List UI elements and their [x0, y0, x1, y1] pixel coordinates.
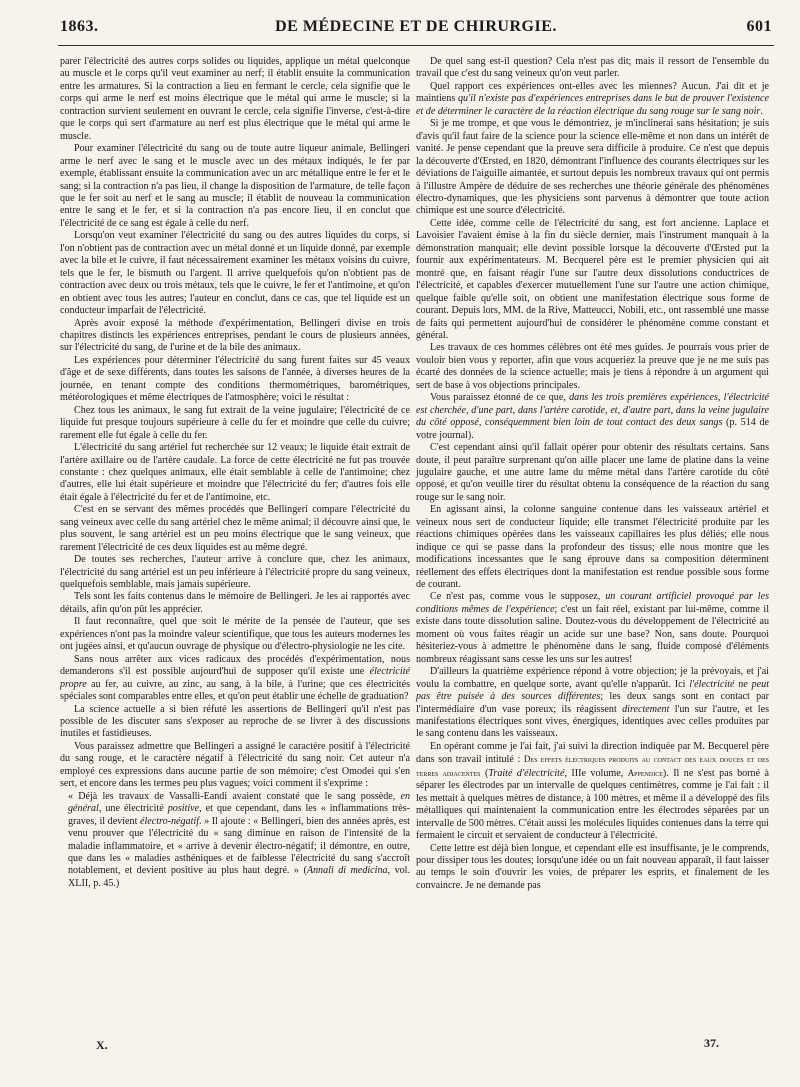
emphasis: électricité propre: [60, 666, 410, 690]
emphasis: directement: [622, 703, 670, 715]
paragraph: De quel sang est-il question? Cela n'est pas dit; mais il ressort de l'ensemble du travail que c'est du sang veineux qu'on veut parler.: [416, 56, 769, 80]
page-number: 601: [746, 18, 772, 35]
text-run: ; c'est un fait réel, existant par lui-même, comme il existe dans toute dissolution saline. Doutez-vous du développement de l'électricité au moment où vous faites réagir un acide sur une base? Non, sans doute. Pourquoi hésiteriez-vous à admettre le phénomène dans le sang, fluide composé d'éléments nombreux réagissant sans cesse les uns sur les autres!: [416, 603, 769, 665]
emphasis: en général: [68, 790, 410, 815]
text-run: au fer, au cuivre, au zinc, au sang, à la bile, à l'urine; que ces électricités spéciales sont comparables entre elles, et qu'on peut établir une échelle de graduation?: [60, 678, 410, 703]
text-run: En opérant comme je l'ai fait, j'ai suivi la direction indiquée par M. Becquerel père dans son travail intitulé :: [416, 740, 769, 766]
paragraph: [416, 741, 769, 843]
paragraph: [60, 654, 410, 704]
right-column: [416, 56, 769, 892]
emphasis: Annali di medicina: [306, 865, 388, 877]
text-run: Ce n'est pas, comme vous le supposez,: [430, 591, 606, 603]
paragraph: [416, 392, 769, 442]
paragraph: Cette lettre est déjà bien longue, et cependant elle est insuffisante, je le comprends, pour dissiper tous les doutes; lorsqu'une idée ou un fait nouveau apparaît, il faut laisser au temps le soin d'ouvrir les voies, de préparer les esprits, et finalement de les convaincre. Je ne demande pas: [416, 842, 769, 891]
paragraph: Vous paraissez admettre que Bellingeri a assigné le caractère positif à l'électricité du sang rouge, et le caractère négatif à l'électricité du sang noir. Cet auteur n'a employé ces expressions dans aucune partie de son mémoire; c'est Omodei qui s'en sert, et encore dans les termes peu plus vagues; voici comment il s'exprime :: [60, 740, 410, 790]
header-rule: [58, 45, 774, 46]
paragraph: C'est cependant ainsi qu'il fallait opérer pour obtenir des résultats certains. Sans doute, il peut paraître surprenant qu'on aille placer une lame de platine dans la veine jugulaire gauche, et une autre lame du même métal dans l'artère carotide du côté opposé, et qu'on veuille tirer du résultat obtenu la conséquence de la réaction du sang rouge sur le sang noir.: [416, 442, 769, 503]
signature-mark-left: X.: [96, 1038, 108, 1052]
paragraph: parer l'électricité des autres corps solides ou liquides, applique un métal quelconque au muscle et le corps qu'il veut examiner au nerf; il établit ensuite la communication entre les armatures. Si la contraction a lieu en fermant le cercle, cela signifie que le corps qui arme le nerf est moins électrique que le métal qui arme le muscle; si la contraction survient seulement en ouvrant le cercle, cela signifie l'inverse, c'est-à-dire que le corps qui sert d'armature au nerf est plus électrique que le métal qui arme le muscle.: [60, 56, 410, 142]
text-run: . » Il ajoute : « Bellingeri, bien des années après, est venu prouver que l'électricité du « sang diminue en raison de l'intensité de la maladie inflammatoire, et « arrive à devenir électro-négatif; il démontre, en outre, que dans les « maladies asthéniques et de faiblesse l'électricité du sang s'accroît notablement, et devient positive au plus haut degré. » (: [68, 815, 410, 877]
header-year: 1863.: [60, 18, 99, 35]
emphasis: qu'il n'existe pas d'expériences entreprises dans le but de prouver l'existence et de déterminer le caractère de la réaction électrique du sang rouge sur le sang noir: [416, 93, 769, 117]
text-run: l'un sur l'autre, et les manifestations électriques sont vives, énergiques, identiques avec celles produites par le sang contenu dans les vaisseaux.: [416, 703, 769, 740]
emphasis: conséquemment bien loin de tout contact des deux sangs: [485, 417, 723, 429]
small-caps-title: Des effets électriques produits au contact des eaux douces et des terres adjacentes: [416, 754, 769, 778]
paragraph: Si je me trompe, et que vous le démontriez, je m'inclinerai sans hésitation; je suis d'avis qu'il faut faire de la science pour la science elle-même et non dans un intérêt de vanité. Je pense cependant que la preuve sera difficile à produire. Ce n'est que depuis la découverte d'Œrsted, en 1820, démontrant l'influence des courants électriques sur les déviations de l'aiguille aimantée, et surtout depuis les nombreux travaux qui ont permis à l'illustre Ampère de déduire de ses recherches une théorie générale des phénomènes électro-dynamiques, que les physiciens sont parvenus à démontrer que toute action chimique est une source d'électricité.: [416, 118, 769, 217]
page-header: [60, 18, 772, 42]
paragraph: Il faut reconnaître, quel que soit le mérite de la pensée de l'auteur, que ses expériences n'ont pas la moindre valeur scientifique, que tous les auteurs modernes les ont jugées ainsi, et qu'aucun ouvrage de physique ou d'électro-physiologie ne les cite.: [60, 616, 410, 653]
header-title: DE MÉDECINE ET DE CHIRURGIE.: [275, 18, 557, 35]
text-run: ). Il ne s'est pas borné à séparer les électrodes par un intervalle de quelques centimètres, comme je l'ai fait : il les mettait à quelques mètres de distance, à 100 mètres, et même il a développé des fils métalliques qui maintenaient la communication entre les électrodes séparées par un intervalle de 500 mètres. C'était aussi les molécules liquides contenues dans la terre qui fermaient le circuit et servaient de conducteur à l'électricité.: [416, 767, 769, 842]
emphasis: l'électricité ne peut pas être puisée à des sources différentes: [416, 678, 769, 703]
emphasis: positive: [167, 803, 200, 815]
paragraph: La science actuelle a si bien réfuté les assertions de Bellingeri qu'il n'est pas possible de les discuter sans s'exposer au reproche de se livrer à des discussions inutiles et fastidieuses.: [60, 703, 410, 740]
text-run: « Déjà les travaux de Vassalli-Eandi avaient constaté que le sang possède,: [68, 790, 401, 802]
paragraph: [416, 666, 769, 741]
paragraph: En agissant ainsi, la colonne sanguine contenue dans les vaisseaux artériel et veineux nous sert de conducteur liquide; elle transmet l'électricité produite par les réactions chimiques opérées dans les vaisseaux capillaires les plus déliés; elle nous indique ce qui se passe dans la profondeur des tissus; elle nous montre que les modifications incessantes que le sang éprouve dans sa composition déterminent réellement des effets électriques dont la manifestation est rendue possible sous forme de courant.: [416, 504, 769, 591]
paragraph: Après avoir exposé la méthode d'expérimentation, Bellingeri divise en trois chapitres distincts les expériences entreprises, pendant le cours de plusieurs années, sur l'électricité du sang, de l'urine et de la bile des animaux.: [60, 317, 410, 354]
paragraph: Cette idée, comme celle de l'électricité du sang, est fort ancienne. Laplace et Lavoisier l'avaient émise à la fin du siècle dernier, mais l'instrument manquait à la démonstration manquait; elle devint possible lorsque la découverte d'Œrsted put la fournir aux expérimentateurs. M. Becquerel père est le premier physicien qui ait montré que, en faisant réagir l'une sur l'autre deux dissolutions conductrices de l'électricité, et capables d'exercer mutuellement l'une sur l'autre une action chimique, quelque faible qu'elle soit, on obtient une manifestation électrique sous forme de courant. Depuis lors, MM. de la Rive, Matteucci, Nobili, etc., ont rassemblé une masse de faits qui permettent aujourd'hui de considérer le phénomène comme constant et général.: [416, 217, 769, 341]
left-column: [60, 56, 410, 890]
emphasis: électro-négatif: [139, 815, 200, 827]
emphasis: Traité d'électricité: [488, 767, 565, 779]
text-run: , IIIe volume,: [564, 767, 628, 779]
paragraph: [416, 591, 769, 666]
text-run: ; les deux sangs sont en contact par l'intermédiaire d'un vase poreux; ils réagissent: [416, 691, 770, 715]
paragraph: Les expériences pour déterminer l'électricité du sang furent faites sur 45 veaux d'âge et de sexe différents, dans toutes les saisons de l'année, à diverses heures de la journée, en tenant compte des conditions thermométriques, barométriques, météorologiques et même électriques de l'atmosphère; voici le résultat :: [60, 354, 410, 404]
text-run: Quel rapport ces expériences ont-elles avec les miennes? Aucun. J'ai dit et je maintiens: [416, 80, 769, 105]
text-run: , vol. XLII, p. 45.): [68, 865, 411, 889]
quotation: [60, 791, 410, 891]
paragraph: Tels sont les faits contenus dans le mémoire de Bellingeri. Je les ai rapportés avec détails, afin qu'on pût les apprécier.: [60, 591, 410, 615]
paragraph: Pour examiner l'électricité du sang ou de toute autre liqueur animale, Bellingeri arme le nerf avec le sang et le muscle avec un des métaux indiqués, le fer par exemple, établissant ensuite la communication avec un arc métallique entre le fer et le sang; si la contraction n'a pas lieu, il change la disposition de l'armature, de telle façon que le fer soit au nerf et le sang au muscle; il établit de nouveau la communication entre le sang et le fer, et si la contraction n'a pas encore lieu, il en conclut que l'électricité de ce sang est égale à celle du nerf.: [60, 143, 410, 229]
emphasis: un courant artificiel provoqué par les conditions mêmes de l'expérience: [416, 591, 769, 615]
text-run: , et que cependant, dans les « inflammations très-graves, il devient: [68, 803, 411, 827]
text-run: D'ailleurs la quatrième expérience répond à votre objection; je la prévoyais, et j'ai voulu la combattre, en quelque sorte, avant qu'elle n'apparût. Ici: [416, 666, 769, 690]
paragraph: [416, 81, 769, 118]
text-run: Vous paraissez étonné de ce que,: [430, 392, 570, 404]
text-run: , une électricité: [98, 803, 168, 815]
paragraph: De toutes ses recherches, l'auteur arrive à conclure que, chez les animaux, l'électricité du sang artériel est un peu inférieure à l'électricité propre du sang veineux, quelquefois semblable, mais jamais supérieure.: [60, 554, 410, 591]
paragraph: Chez tous les animaux, le sang fut extrait de la veine jugulaire; l'électricité de ce liquide fut presque toujours supérieure à celle du fer et moindre que celle du cuivre; rarement elle fut égale à celle du fer.: [60, 404, 410, 441]
text-run: ,: [478, 417, 486, 429]
paragraph: Les travaux de ces hommes célèbres ont été mes guides. Je pourrais vous prier de vouloir bien vous y reporter, afin que vous acqueriez la preuve que je ne me suis pas écarté des données de la science actuelle; mais je tiens à répondre à un argument qui sert de base à vos objections principales.: [416, 342, 769, 391]
signature-mark-right: 37.: [704, 1036, 719, 1050]
paragraph: L'électricité du sang artériel fut recherchée sur 12 veaux; le liquide était extrait de l'artère axillaire ou de l'artère caudale. La force de cette électricité ne fut pas trouvée constante : chez quelques animaux, elle était semblable à celle de l'antimoine; chez d'autres, elle lui était supérieure et moindre que l'électricité du fer; d'autres fois elle était égale à l'électricité du fer et de l'antimoine, etc.: [60, 442, 410, 503]
text-run: (p. 514 de votre journal).: [416, 417, 769, 441]
paragraph: C'est en se servant des mêmes procédés que Bellingeri compare l'électricité du sang veineux avec celle du sang artériel chez le même animal; il découvre ainsi que, le plus souvent, le sang artériel est un peu moins électrique que le sang veineux, que rarement l'électricité de ces deux liquides est au même degré.: [60, 504, 410, 553]
emphasis: dans les trois premières expériences, l'électricité est cherchée, d'une part, dans l'artère carotide, et, d'autre part, dans la veine jugulaire du côté opposé: [416, 392, 769, 429]
paragraph: Lorsqu'on veut examiner l'électricité du sang ou des autres liquides du corps, si l'on n'obtient pas de contraction avec un métal donné et un liquide donné, par exemple avec la bile et le cuivre, il faut nécessairement examiner les métaux voisins du cuivre, tels que le fer, le bismuth ou l'argent. Il arrive quelquefois qu'on n'obtient pas de contraction avec deux ou trois métaux, tels que le cuivre, le fer et l'antimoine, et qu'on en obtient avec tous les autres; l'auteur en conclut, dans ce cas, que tel liquide est un conducteur imparfait de l'électricité.: [60, 230, 410, 317]
text-run: Sans nous arrêter aux vices radicaux des procédés d'expérimentation, nous demanderons s'il est possible aujourd'hui de supposer qu'il existe une: [60, 653, 410, 678]
text-run: .: [760, 105, 763, 117]
text-run: (: [480, 767, 489, 779]
small-caps-title: Appendice: [627, 767, 663, 778]
